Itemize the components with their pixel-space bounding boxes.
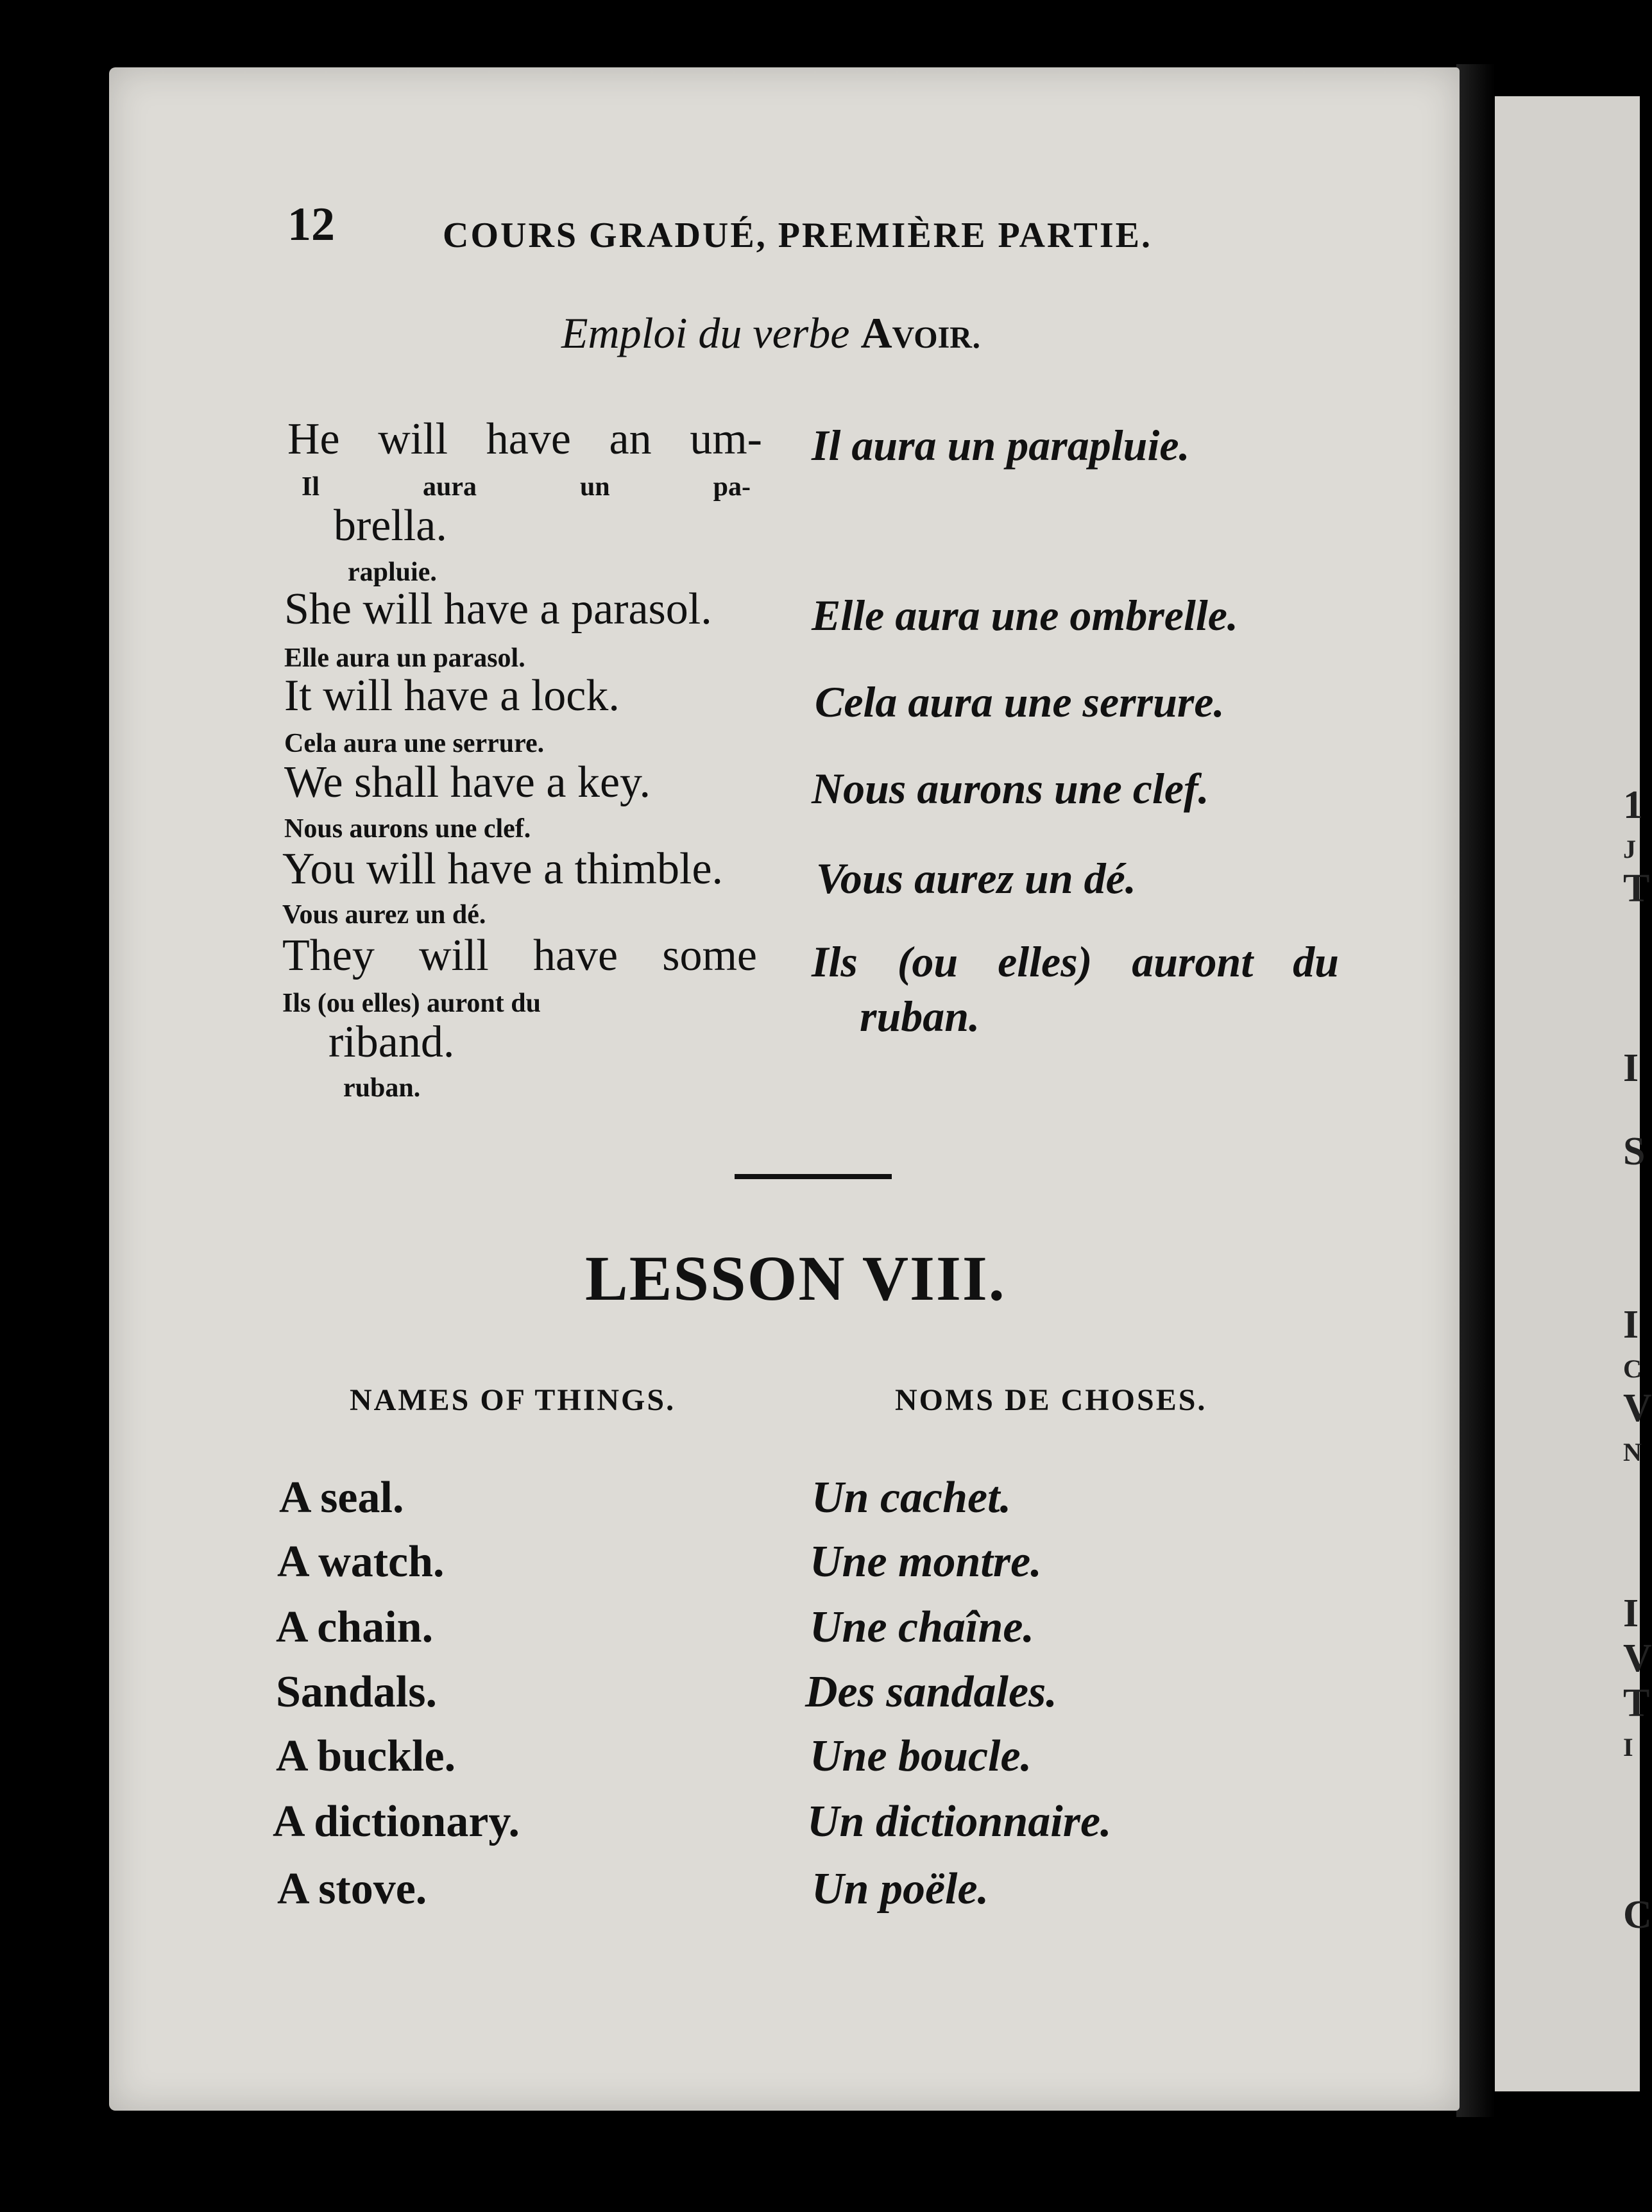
facing-page-edge: [1495, 96, 1652, 2091]
english-line: brella.: [334, 501, 447, 550]
vocab-english: A stove.: [277, 1864, 427, 1914]
facing-fragment: C: [1623, 1893, 1652, 1937]
gutter-shadow: [1456, 64, 1495, 2117]
gloss-line: Elle aura un parasol.: [284, 643, 525, 673]
vocab-english: A dictionary.: [273, 1797, 520, 1846]
lesson-title: LESSON VIII.: [585, 1243, 1006, 1314]
running-title: COURS GRADUÉ, PREMIÈRE PARTIE.: [443, 216, 1152, 255]
vocab-english: Sandals.: [276, 1667, 437, 1717]
facing-fragment: I: [1623, 1303, 1639, 1347]
french-line: Vous aurez un dé.: [816, 854, 1136, 903]
facing-fragment: C: [1623, 1354, 1642, 1383]
gloss-line: ruban.: [343, 1073, 421, 1103]
facing-fragment: 1: [1623, 783, 1643, 827]
facing-fragment: S: [1623, 1130, 1646, 1173]
vocab-french: Une boucle.: [810, 1731, 1032, 1781]
gloss-line: Il aura un pa-: [302, 472, 751, 502]
facing-fragment: T: [1623, 867, 1650, 910]
vocab-french: Une chaîne.: [810, 1603, 1034, 1652]
french-line: Nous aurons une clef.: [812, 764, 1209, 813]
english-line: You will have a thimble.: [282, 844, 724, 894]
english-line: We shall have a key.: [284, 758, 651, 807]
french-line: Ils (ou elles) auront du: [812, 937, 1339, 986]
french-line: Cela aura une serrure.: [815, 677, 1225, 726]
section-title-verb: Avoir: [860, 309, 972, 357]
facing-fragment: I: [1623, 1733, 1633, 1762]
english-line: They will have some: [282, 931, 757, 980]
section-title: [561, 308, 983, 359]
gloss-line: Ils (ou elles) auront du: [282, 989, 541, 1018]
french-line: Elle aura une ombrelle.: [812, 591, 1238, 640]
english-line: He will have an um-: [287, 414, 762, 464]
section-title-text: Emploi du verbe: [561, 309, 850, 357]
column-header-french: NOMS DE CHOSES.: [895, 1383, 1207, 1417]
vocab-french: Un poële.: [812, 1864, 989, 1914]
facing-fragment: J: [1623, 835, 1636, 864]
vocab-english: A seal.: [279, 1473, 404, 1522]
facing-fragment: V: [1623, 1386, 1652, 1430]
column-header-english: NAMES OF THINGS.: [350, 1383, 676, 1417]
section-title-period: .: [971, 309, 983, 357]
vocab-french: Une montre.: [810, 1537, 1042, 1587]
gloss-line: rapluie.: [348, 557, 437, 587]
vocab-english: A chain.: [276, 1603, 434, 1652]
gloss-line: Nous aurons une clef.: [284, 814, 531, 844]
vocab-english: A buckle.: [276, 1731, 456, 1781]
english-line: It will have a lock.: [284, 671, 620, 720]
english-line: She will have a parasol.: [284, 584, 712, 634]
gloss-line: Cela aura une serrure.: [284, 729, 545, 758]
vocab-french: Des sandales.: [805, 1667, 1057, 1717]
page-number: 12: [287, 198, 335, 251]
english-line: riband.: [328, 1017, 455, 1067]
french-line: Il aura un parapluie.: [812, 421, 1190, 470]
facing-fragment: I: [1623, 1046, 1639, 1090]
facing-fragment: I: [1623, 1592, 1639, 1635]
facing-fragment: T: [1623, 1681, 1650, 1725]
gloss-line: Vous aurez un dé.: [282, 900, 486, 930]
french-line: ruban.: [860, 992, 980, 1041]
vocab-french: Un cachet.: [812, 1473, 1012, 1522]
section-divider: [735, 1174, 892, 1179]
facing-fragment: V: [1623, 1637, 1652, 1680]
vocab-french: Un dictionnaire.: [807, 1797, 1112, 1846]
vocab-english: A watch.: [277, 1537, 445, 1587]
facing-fragment: N: [1623, 1438, 1642, 1467]
